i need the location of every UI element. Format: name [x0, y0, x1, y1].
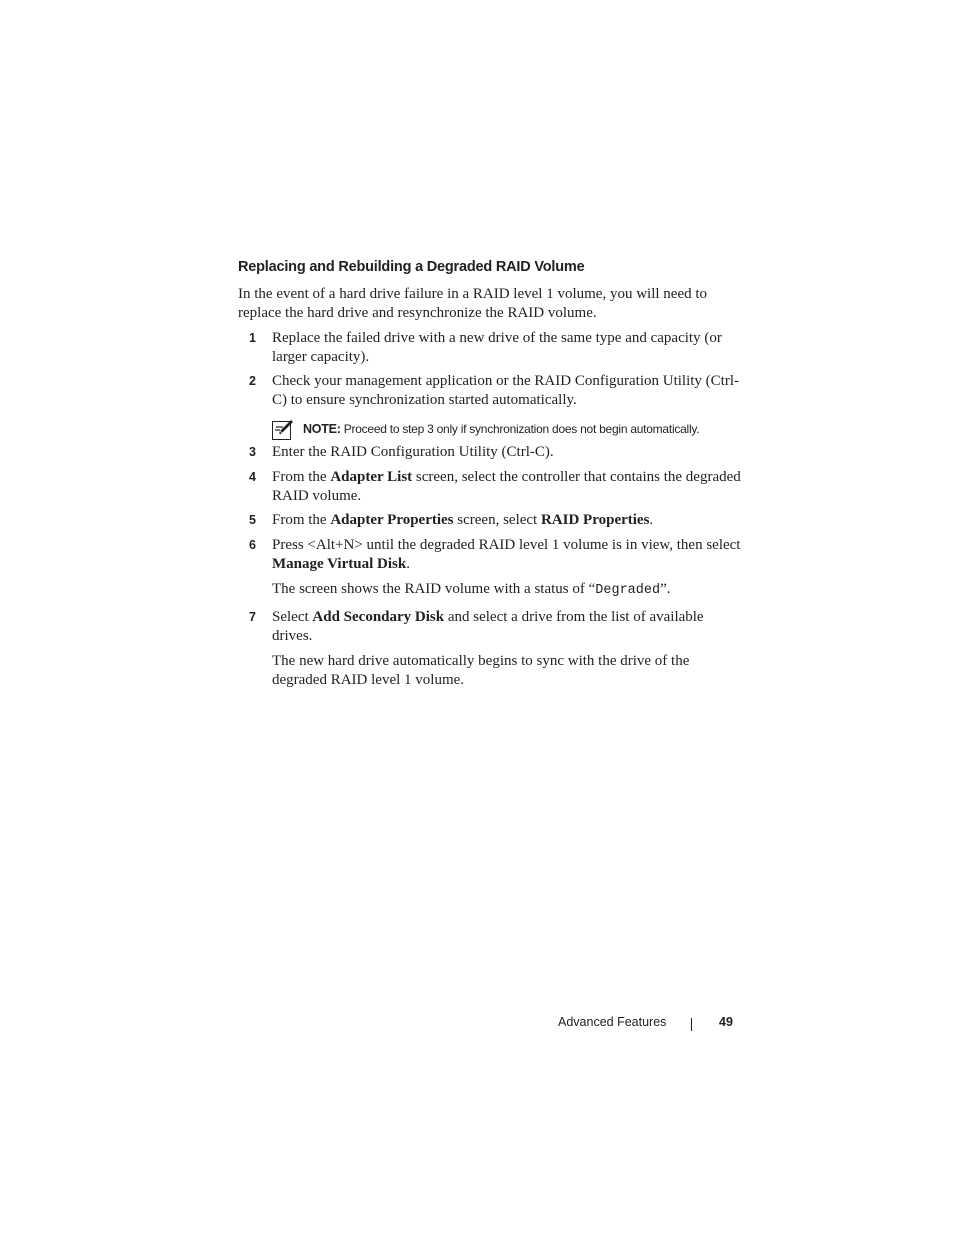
ui-term: RAID Properties [540, 512, 650, 528]
note-label: NOTE: [303, 422, 341, 436]
step-text-part: and select a drive from the list of available drives. [272, 609, 704, 644]
section-heading: Replacing and Rebuilding a Degraded RAID Volume [238, 259, 585, 275]
step-7-result: The new hard drive automatically begins to sync with the drive of the degraded RAID level 1 volume. [272, 653, 690, 688]
ui-term: Adapter List [330, 469, 413, 485]
note-box [272, 419, 752, 441]
intro-paragraph: In the event of a hard drive failure in a RAID level 1 volume, you will need to replace the hard drive and resynchronize the RAID volume. [238, 286, 708, 321]
footer-divider [691, 1018, 692, 1031]
result-text: ”. [660, 581, 671, 597]
page-number: 49 [719, 1015, 733, 1029]
step-number: 6 [249, 538, 256, 552]
ui-term: Manage Virtual Disk [272, 556, 407, 572]
step-text: Replace the failed drive with a new drive of the same type and capacity (or larger capacity). [272, 330, 722, 365]
step-text: Check your management application or the RAID Configuration Utility (Ctrl-C) to ensure synchronization started automatically. [272, 373, 739, 408]
step-text-part: . [649, 512, 654, 528]
note-body: Proceed to step 3 only if synchronization does not begin automatically. [340, 422, 700, 436]
step-number: 1 [249, 331, 256, 345]
step-number: 5 [249, 513, 256, 527]
step-number: 7 [249, 610, 256, 624]
ui-term: Add Secondary Disk [312, 609, 445, 625]
step-text-part: From the [272, 469, 331, 485]
step-text-part: Select [272, 609, 313, 625]
step-number: 2 [249, 374, 256, 388]
step-text-part: screen, select the controller that contains the degraded RAID volume. [272, 469, 741, 504]
pencil-note-icon [272, 419, 294, 441]
step-text: Enter the RAID Configuration Utility (Ctrl-C). [272, 444, 554, 460]
result-text: The screen shows the RAID volume with a status of “ [272, 581, 596, 597]
status-code: Degraded [595, 583, 661, 598]
step-text-part: screen, select [453, 512, 541, 528]
step-text [272, 511, 742, 530]
step-number: 4 [249, 470, 256, 484]
step-text [272, 608, 742, 646]
note-text [303, 420, 699, 438]
ui-term: Adapter Properties [330, 512, 454, 528]
step-text-part: From the [272, 512, 331, 528]
step-6-result [272, 580, 742, 600]
step-text-part: Press <Alt+N> until the degraded RAID level 1 volume is in view, then select [272, 537, 741, 553]
footer-section-title: Advanced Features [558, 1015, 667, 1029]
step-text-part: . [406, 556, 410, 572]
step-text [272, 468, 742, 506]
step-number: 3 [249, 445, 256, 459]
step-text [272, 536, 742, 574]
